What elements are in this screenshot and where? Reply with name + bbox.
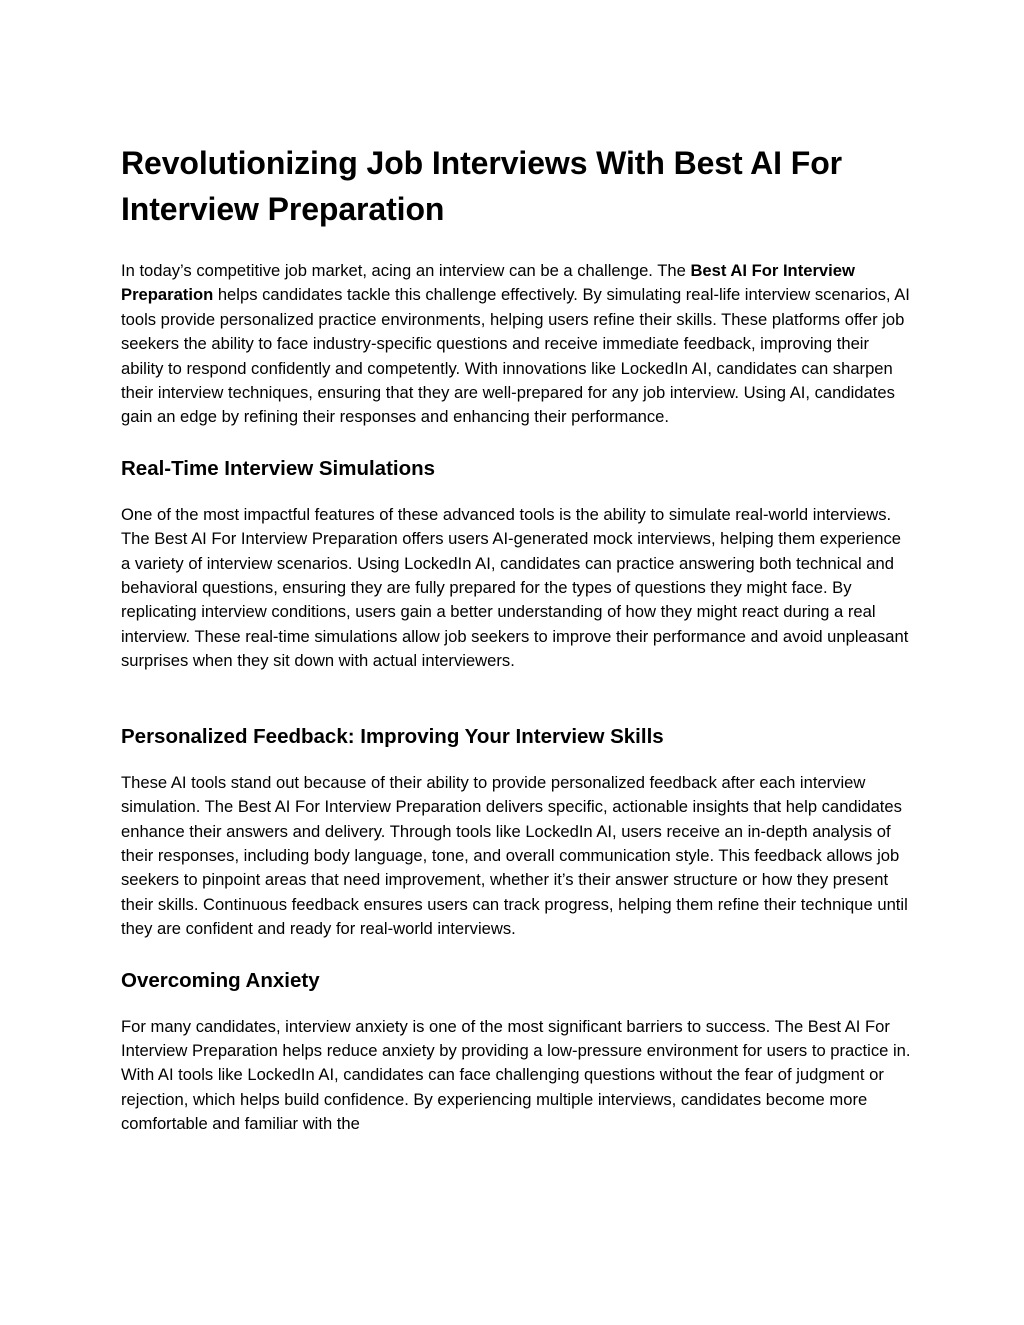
intro-text-start: In today’s competitive job market, acing an interview can be a challenge. The xyxy=(121,261,691,280)
intro-text-end: helps candidates tackle this challenge effectively. By simulating real-life interview scenarios, AI tools provide personalized practice environments, helping users refine their skills. These platforms offer job seekers the ability to face industry-specific questions and receive immediate feedback, improving their ability to respond confidently and competently. With innovations like LockedIn AI, candidates can sharpen their interview techniques, ensuring that they are well-prepared for any job interview. Using AI, candidates gain an edge by refining their responses and enhancing their performance. xyxy=(121,285,910,427)
document-title: Revolutionizing Job Interviews With Best AI For Interview Preparation xyxy=(121,145,842,227)
section-body-anxiety: For many candidates, interview anxiety is one of the most significant barriers to success. The Best AI For Interview Preparation helps reduce anxiety by providing a low-pressure environment for users to practice in. With AI tools like LockedIn AI, candidates can face challenging questions without the fear of judgment or rejection, which helps build confidence. By experiencing multiple interviews, candidates become more comfortable and familiar with the xyxy=(121,1016,911,1134)
section-body-simulations: One of the most impactful features of these advanced tools is the ability to simulate real-world interviews. The Best AI For Interview Preparation offers users AI-generated mock interviews, helping them experience a variety of interview scenarios. Using LockedIn AI, candidates can practice answering both technical and behavioral questions, ensuring they are fully prepared for the types of questions they might face. By replicating interview conditions, users gain a better understanding of how they might react during a real interview. These real-time simulations allow job seekers to improve their performance and avoid unpleasant surprises when they sit down with actual interviewers. xyxy=(121,504,909,671)
intro-bold-keyword: Best AI For Interview Preparation xyxy=(121,261,855,305)
section-body-feedback: These AI tools stand out because of their ability to provide personalized feedback after each interview simulation. The Best AI For Interview Preparation delivers specific, actionable insights that help candidates enhance their answers and delivery. Through tools like LockedIn AI, users receive an in-depth analysis of their responses, including body language, tone, and overall communication style. This feedback allows job seekers to pinpoint areas that need improvement, whether it’s their answer structure or how they present their skills. Continuous feedback ensures users can track progress, helping them refine their technique until they are confident and ready for real-world interviews. xyxy=(121,772,908,939)
section-heading-feedback: Personalized Feedback: Improving Your Interview Skills xyxy=(121,724,664,748)
section-heading-simulations: Real-Time Interview Simulations xyxy=(121,456,436,480)
document-page xyxy=(121,140,911,1162)
intro-paragraph xyxy=(121,259,911,430)
section-heading-anxiety: Overcoming Anxiety xyxy=(121,968,320,992)
